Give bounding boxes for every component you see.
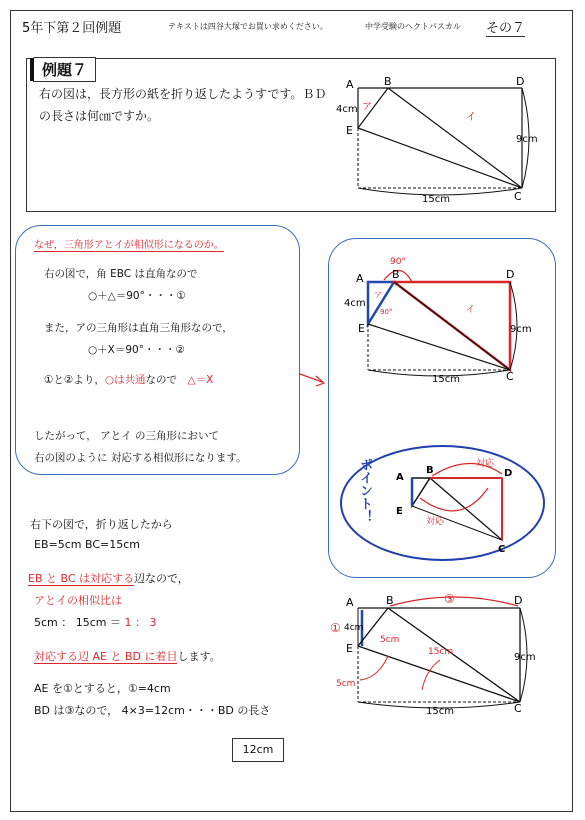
bottom-length: 15cm	[422, 194, 450, 205]
dc2-length: 9cm	[510, 324, 532, 335]
explanation-bubble	[15, 225, 300, 475]
pt2-a: A	[356, 272, 364, 285]
explanation-heading: なぜ，三角形アとイが相似形になるのか。	[34, 236, 224, 252]
exp-line4: したがって， アとイ の三角形において	[34, 430, 219, 442]
tri-a-label: ア	[362, 102, 372, 113]
part-label: その７	[486, 17, 525, 37]
exp-line2: また，アの三角形は直角三角形なので，	[44, 322, 233, 334]
exp-eq2: ○＋X＝90°・・・②	[88, 344, 185, 356]
problem-figure	[330, 76, 540, 206]
tri-i-label: イ	[466, 112, 476, 123]
angle-90-label: 90°	[390, 257, 406, 267]
pt2-d: D	[506, 268, 515, 281]
pt3-c: C	[498, 544, 506, 554]
pt2-c: C	[506, 370, 514, 382]
answer-box: 12cm	[232, 738, 284, 762]
match2-label: 対応	[426, 517, 445, 527]
sol-line4: アとイの相似比は	[34, 594, 122, 607]
pt4-d: D	[514, 594, 523, 607]
pt3-d: D	[504, 468, 513, 479]
header	[18, 14, 563, 40]
point-figure	[390, 458, 520, 554]
problem-label: 例題７	[33, 57, 96, 82]
sol-line1: 右下の図で，折り返したから	[30, 518, 173, 531]
tri2-i-label: イ	[466, 305, 476, 315]
dc-length: 9cm	[516, 134, 538, 145]
brand-text: 中学受験のヘクトパスカル	[365, 22, 461, 31]
circ3-label: ③	[444, 592, 455, 606]
exp-eq1: ○＋△＝90°・・・①	[88, 290, 186, 302]
pt4-c: C	[514, 702, 522, 715]
exp-line3: ①と②より，○は共通なので △＝X	[44, 374, 214, 386]
eb-length: 5cm	[380, 635, 400, 645]
sol-line7: AE を①とすると，①=4cm	[34, 682, 171, 695]
bc-length: 15cm	[428, 647, 454, 657]
small-angle-label: 90°	[380, 308, 393, 316]
problem-text: 右の図は，長方形の紙を折り返したようすです。ＢＤの長さは何㎝ですか。	[39, 87, 327, 123]
sol-line5: 5cm ： 15cm ＝ 1 ： 3	[34, 616, 157, 629]
point-label: ポイント！	[357, 458, 372, 523]
bottom2-length: 15cm	[432, 374, 460, 382]
dc4-length: 9cm	[514, 652, 536, 663]
grade-title: 5年下第２回例題	[22, 21, 122, 36]
circ1-label: ①	[330, 621, 341, 635]
solution-figure	[330, 590, 540, 716]
pt3-b: B	[426, 465, 434, 476]
pt-e: E	[346, 124, 353, 137]
pointer-arrow	[298, 372, 328, 388]
pt4-a: A	[346, 596, 354, 609]
pt3-e: E	[396, 506, 403, 517]
pt2-b: B	[392, 268, 400, 281]
sol-line6: 対応する辺 AE と BD に着目します。	[34, 650, 221, 663]
e-side-length: 5cm	[336, 679, 356, 689]
pt4-b: B	[386, 594, 394, 607]
exp-line1: 右の図で，角 EBC は直角なので	[44, 268, 198, 280]
ae4-length: 4cm	[344, 623, 364, 633]
tri2-a-label: ア	[374, 291, 382, 300]
notice-text: テキストは四谷大塚でお買い求めください。	[168, 22, 328, 31]
exp-line5: 右の図のように 対応する相似形になります。	[34, 452, 247, 464]
bottom4-length: 15cm	[426, 706, 454, 716]
pt-d: D	[516, 76, 525, 88]
pt-b: B	[384, 76, 392, 88]
sol-line8: BD は③なので， 4×3=12cm・・・BD の長さ	[34, 704, 271, 717]
ae-length: 4cm	[336, 104, 358, 115]
pt-a: A	[346, 78, 354, 91]
pt-c: C	[514, 190, 522, 203]
pt3-a: A	[396, 472, 404, 483]
pt4-e: E	[346, 642, 353, 655]
sol-line3: EB と BC は対応する辺なので，	[28, 572, 189, 585]
ae2-length: 4cm	[344, 298, 366, 309]
annotated-figure	[344, 252, 534, 382]
sol-line2: EB=5cm BC=15cm	[34, 538, 140, 551]
match1-label: 対応	[476, 459, 495, 469]
pt2-e: E	[358, 322, 365, 335]
